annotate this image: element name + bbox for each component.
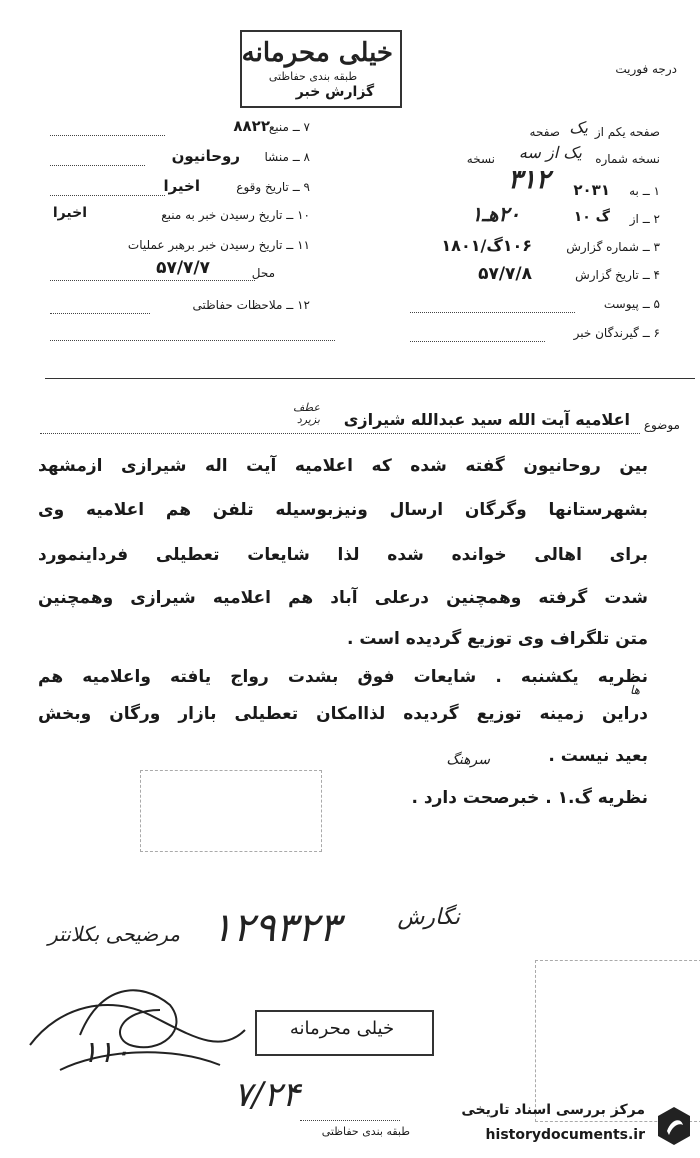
field-page-suffix: صفحه bbox=[529, 125, 560, 139]
footer-logo-icon bbox=[655, 1105, 693, 1147]
body-line-3: برای اهالی خوانده شده لذا شایعات تعطیلی فرداینمورد bbox=[38, 545, 648, 565]
field-report-date-value: ۵۷/۷/۸ bbox=[478, 264, 532, 284]
field-protection-notes-label: ۱۲ ــ ملاحظات حفاظتی bbox=[192, 298, 310, 312]
subject-value: اعلامیه آیت الله سید عبدالله شیرازی bbox=[343, 410, 630, 429]
field-to-label: ۱ ــ به bbox=[629, 184, 660, 198]
dotted-line bbox=[50, 280, 255, 281]
subject-label: موضوع bbox=[643, 418, 680, 432]
body-note-ha: ها bbox=[630, 683, 640, 697]
dotted-line bbox=[410, 341, 545, 342]
field-from-extra: گ ۱۰ bbox=[573, 209, 610, 225]
body-line-1: بین روحانیون گفته شده که اعلامیه آیت اله شیرازی ازمشهد bbox=[38, 456, 648, 476]
dotted-line bbox=[50, 340, 335, 341]
faint-stamp-middle bbox=[140, 770, 322, 852]
signature-scribble bbox=[20, 975, 260, 1085]
field-place-value: ۵۷/۷/۷ bbox=[156, 258, 210, 278]
field-event-date-label: ۹ ــ تاریخ وقوع bbox=[236, 180, 310, 194]
handwritten-initial: نگارش bbox=[397, 905, 460, 930]
body-note-sarhang: سرهنگ bbox=[446, 752, 490, 768]
handwritten-number: ۱۲۹۳۲۳ bbox=[211, 905, 340, 951]
field-source-label: ۷ ــ منبع bbox=[268, 120, 310, 134]
handwritten-left-number: ۱۱۰ bbox=[81, 1035, 130, 1070]
classification-label: طبقه بندی حفاظتی bbox=[268, 70, 358, 83]
dotted-line bbox=[50, 135, 165, 136]
dotted-line bbox=[410, 312, 575, 313]
field-arrival-source-value: اخیرا bbox=[52, 205, 87, 221]
field-report-number-value: ۱۰۶گ/۱۸۰۱ bbox=[441, 236, 532, 255]
field-place-label: محل bbox=[251, 266, 275, 280]
footer-center-name: مرکز بررسی اسناد تاریخی bbox=[461, 1102, 645, 1118]
body-line-2: بشهرستانها وگرگان ارسال ونیزبوسیله تلفن هم اعلامیه وی bbox=[38, 500, 648, 520]
field-from-label: ۲ ــ از bbox=[629, 212, 660, 226]
field-copy-value: یک از سه bbox=[518, 143, 582, 162]
field-to-extra: ۲۰۳۱ bbox=[573, 181, 610, 199]
field-origin-value: روحانیون bbox=[171, 147, 240, 165]
field-page-value: یک bbox=[569, 118, 588, 137]
footer-line bbox=[300, 1120, 400, 1121]
body-line-9: نظریه گ.۱ . خبرصحت دارد . bbox=[411, 788, 648, 808]
field-report-number-label: ۳ ــ شماره گزارش bbox=[566, 240, 660, 254]
field-source-value: ۸۸۲۲ bbox=[233, 117, 270, 135]
body-line-4: شدت گرفته وهمچنین درعلی آباد هم اعلامیه شیرازی وهمچنین bbox=[38, 588, 648, 608]
subject-annotation: عطف بزیرد bbox=[293, 401, 320, 426]
field-arrival-leader-label: ۱۱ ــ تاریخ رسیدن خبر برهبر عملیات bbox=[127, 238, 310, 252]
field-recipients-label: ۶ ــ گیرندگان خبر bbox=[573, 326, 660, 340]
handwritten-date: ۷/۲۴ bbox=[233, 1075, 300, 1115]
field-copy-suffix: نسخه bbox=[466, 152, 495, 166]
faint-stamp-right bbox=[535, 960, 700, 1122]
report-type: گزارش خبر bbox=[295, 84, 375, 100]
field-to-value: ۳۱۲ bbox=[508, 165, 550, 195]
field-page-label: صفحه یکم از bbox=[594, 125, 660, 139]
body-line-7: دراین زمینه توزیع گردیده لذاامکان تعطیلی بازار ورگان وبخش bbox=[38, 704, 648, 724]
priority-label: درجه فوریت bbox=[615, 62, 677, 76]
field-event-date-value: اخیرا bbox=[163, 177, 200, 195]
subject-underline bbox=[40, 433, 640, 434]
field-attachment-label: ۵ ــ پیوست bbox=[603, 297, 660, 311]
field-from-value: ۲۰هـ۱ bbox=[471, 202, 520, 226]
footer-website: historydocuments.ir bbox=[485, 1127, 645, 1143]
dotted-line bbox=[50, 165, 145, 166]
body-line-8: بعید نیست . bbox=[548, 746, 648, 766]
body-line-5: متن تلگراف وی توزیع گردیده است . bbox=[346, 629, 648, 649]
bottom-stamp-text: خیلی محرمانه bbox=[289, 1018, 395, 1039]
field-report-date-label: ۴ ــ تاریخ گزارش bbox=[575, 268, 660, 282]
stamp-top-text: خیلی محرمانه bbox=[241, 38, 393, 68]
footer-classification: طبقه بندی حفاظتی bbox=[321, 1125, 410, 1138]
header-divider bbox=[45, 378, 695, 379]
field-arrival-source-label: ۱۰ ــ تاریخ رسیدن خبر به منبع bbox=[161, 208, 310, 222]
body-line-6: نظریه یکشنبه . شایعات فوق بشدت رواج یافته واعلامیه هم bbox=[38, 667, 648, 687]
field-origin-label: ۸ ــ منشا bbox=[264, 150, 310, 164]
field-copy-label: نسخه شماره bbox=[595, 152, 660, 166]
dotted-line bbox=[50, 195, 165, 196]
handwritten-note: مرضیحی بکلانتر bbox=[48, 922, 180, 946]
dotted-line bbox=[50, 313, 150, 314]
